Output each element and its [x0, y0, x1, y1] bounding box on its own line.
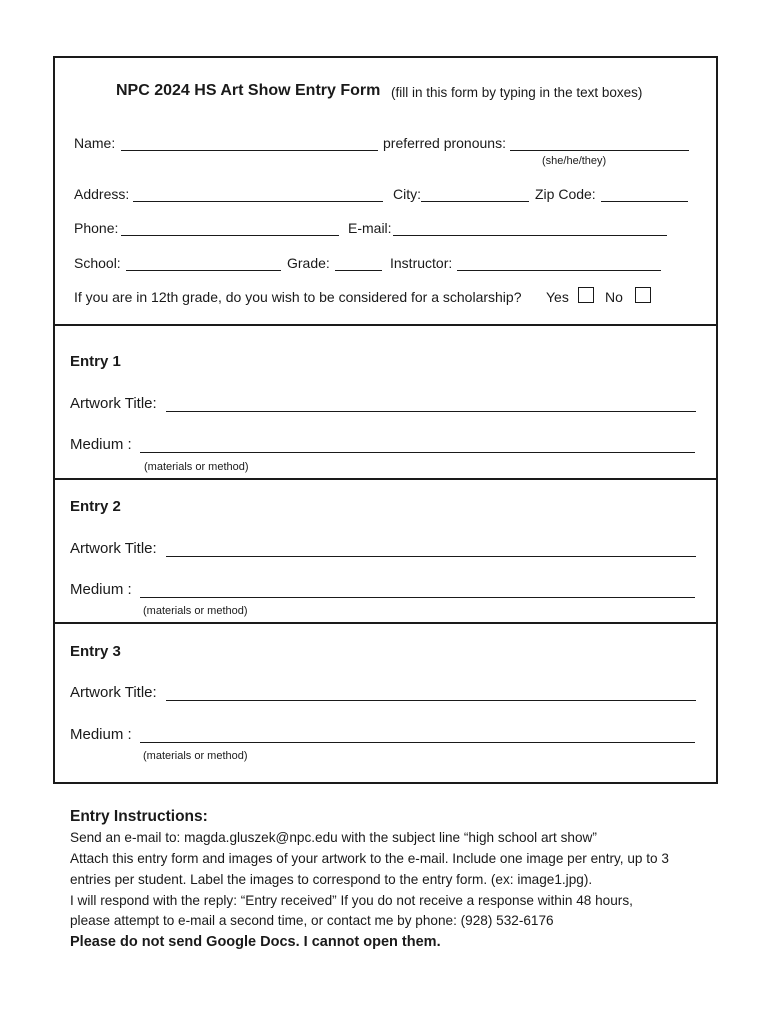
grade-label: Grade:	[287, 255, 330, 271]
entry-3-title-field[interactable]	[166, 700, 696, 701]
entry-1-medium-field[interactable]	[140, 452, 695, 453]
entry-2-title-field[interactable]	[166, 556, 696, 557]
phone-label: Phone:	[74, 220, 119, 236]
entry-2-heading: Entry 2	[70, 498, 121, 515]
yes-checkbox[interactable]	[578, 287, 594, 303]
instructions-warning: Please do not send Google Docs. I cannot open them.	[70, 934, 441, 950]
email-field[interactable]	[393, 235, 667, 236]
instructions-heading: Entry Instructions:	[70, 808, 208, 825]
pronouns-label: preferred pronouns:	[383, 135, 506, 151]
entry-2-medium-hint: (materials or method)	[143, 605, 248, 617]
name-label: Name:	[74, 135, 116, 151]
zip-label: Zip Code:	[535, 186, 596, 202]
entry-1-title-label: Artwork Title:	[70, 395, 157, 412]
grade-field[interactable]	[335, 270, 382, 271]
school-field[interactable]	[126, 270, 281, 271]
email-label: E-mail:	[348, 220, 392, 236]
entry-3-heading: Entry 3	[70, 643, 121, 660]
form-subtitle: (fill in this form by typing in the text boxes)	[391, 85, 643, 100]
entry-1-medium-label: Medium :	[70, 436, 132, 453]
entry-2-title-label: Artwork Title:	[70, 540, 157, 557]
instructions-line-4: I will respond with the reply: “Entry received” If you do not receive a response within 48 hours,	[70, 893, 633, 908]
entry-3-medium-label: Medium :	[70, 726, 132, 743]
school-label: School:	[74, 255, 121, 271]
no-checkbox[interactable]	[635, 287, 651, 303]
pronouns-hint: (she/he/they)	[542, 155, 607, 167]
entry-3-medium-field[interactable]	[140, 742, 695, 743]
pronouns-field[interactable]	[510, 150, 689, 151]
entry-1-medium-hint: (materials or method)	[144, 461, 249, 473]
entry-1-heading: Entry 1	[70, 353, 121, 370]
city-label: City:	[393, 186, 421, 202]
yes-label: Yes	[546, 289, 569, 305]
entry-3-medium-hint: (materials or method)	[143, 750, 248, 762]
instructor-field[interactable]	[457, 270, 661, 271]
zip-field[interactable]	[601, 201, 688, 202]
instructions-line-1: Send an e-mail to: magda.gluszek@npc.edu with the subject line “high school art show”	[70, 830, 597, 845]
entry-2-medium-label: Medium :	[70, 581, 132, 598]
no-label: No	[605, 289, 623, 305]
address-label: Address:	[74, 186, 130, 202]
instructions-line-5: please attempt to e-mail a second time, or contact me by phone: (928) 532-6176	[70, 913, 554, 928]
entry-2-medium-field[interactable]	[140, 597, 695, 598]
name-field[interactable]	[121, 150, 378, 151]
scholarship-question: If you are in 12th grade, do you wish to be considered for a scholarship?	[74, 289, 522, 305]
instructor-label: Instructor:	[390, 255, 453, 271]
city-field[interactable]	[421, 201, 529, 202]
address-field[interactable]	[133, 201, 383, 202]
form-title: NPC 2024 HS Art Show Entry Form	[116, 82, 381, 99]
entry-1-title-field[interactable]	[166, 411, 696, 412]
instructions-line-3: entries per student. Label the images to correspond to the entry form. (ex: image1.jpg).	[70, 872, 593, 887]
phone-field[interactable]	[121, 235, 339, 236]
instructions-line-2: Attach this entry form and images of your artwork to the e-mail. Include one image per entry, up to 3	[70, 851, 669, 866]
entry-3-title-label: Artwork Title:	[70, 684, 157, 701]
